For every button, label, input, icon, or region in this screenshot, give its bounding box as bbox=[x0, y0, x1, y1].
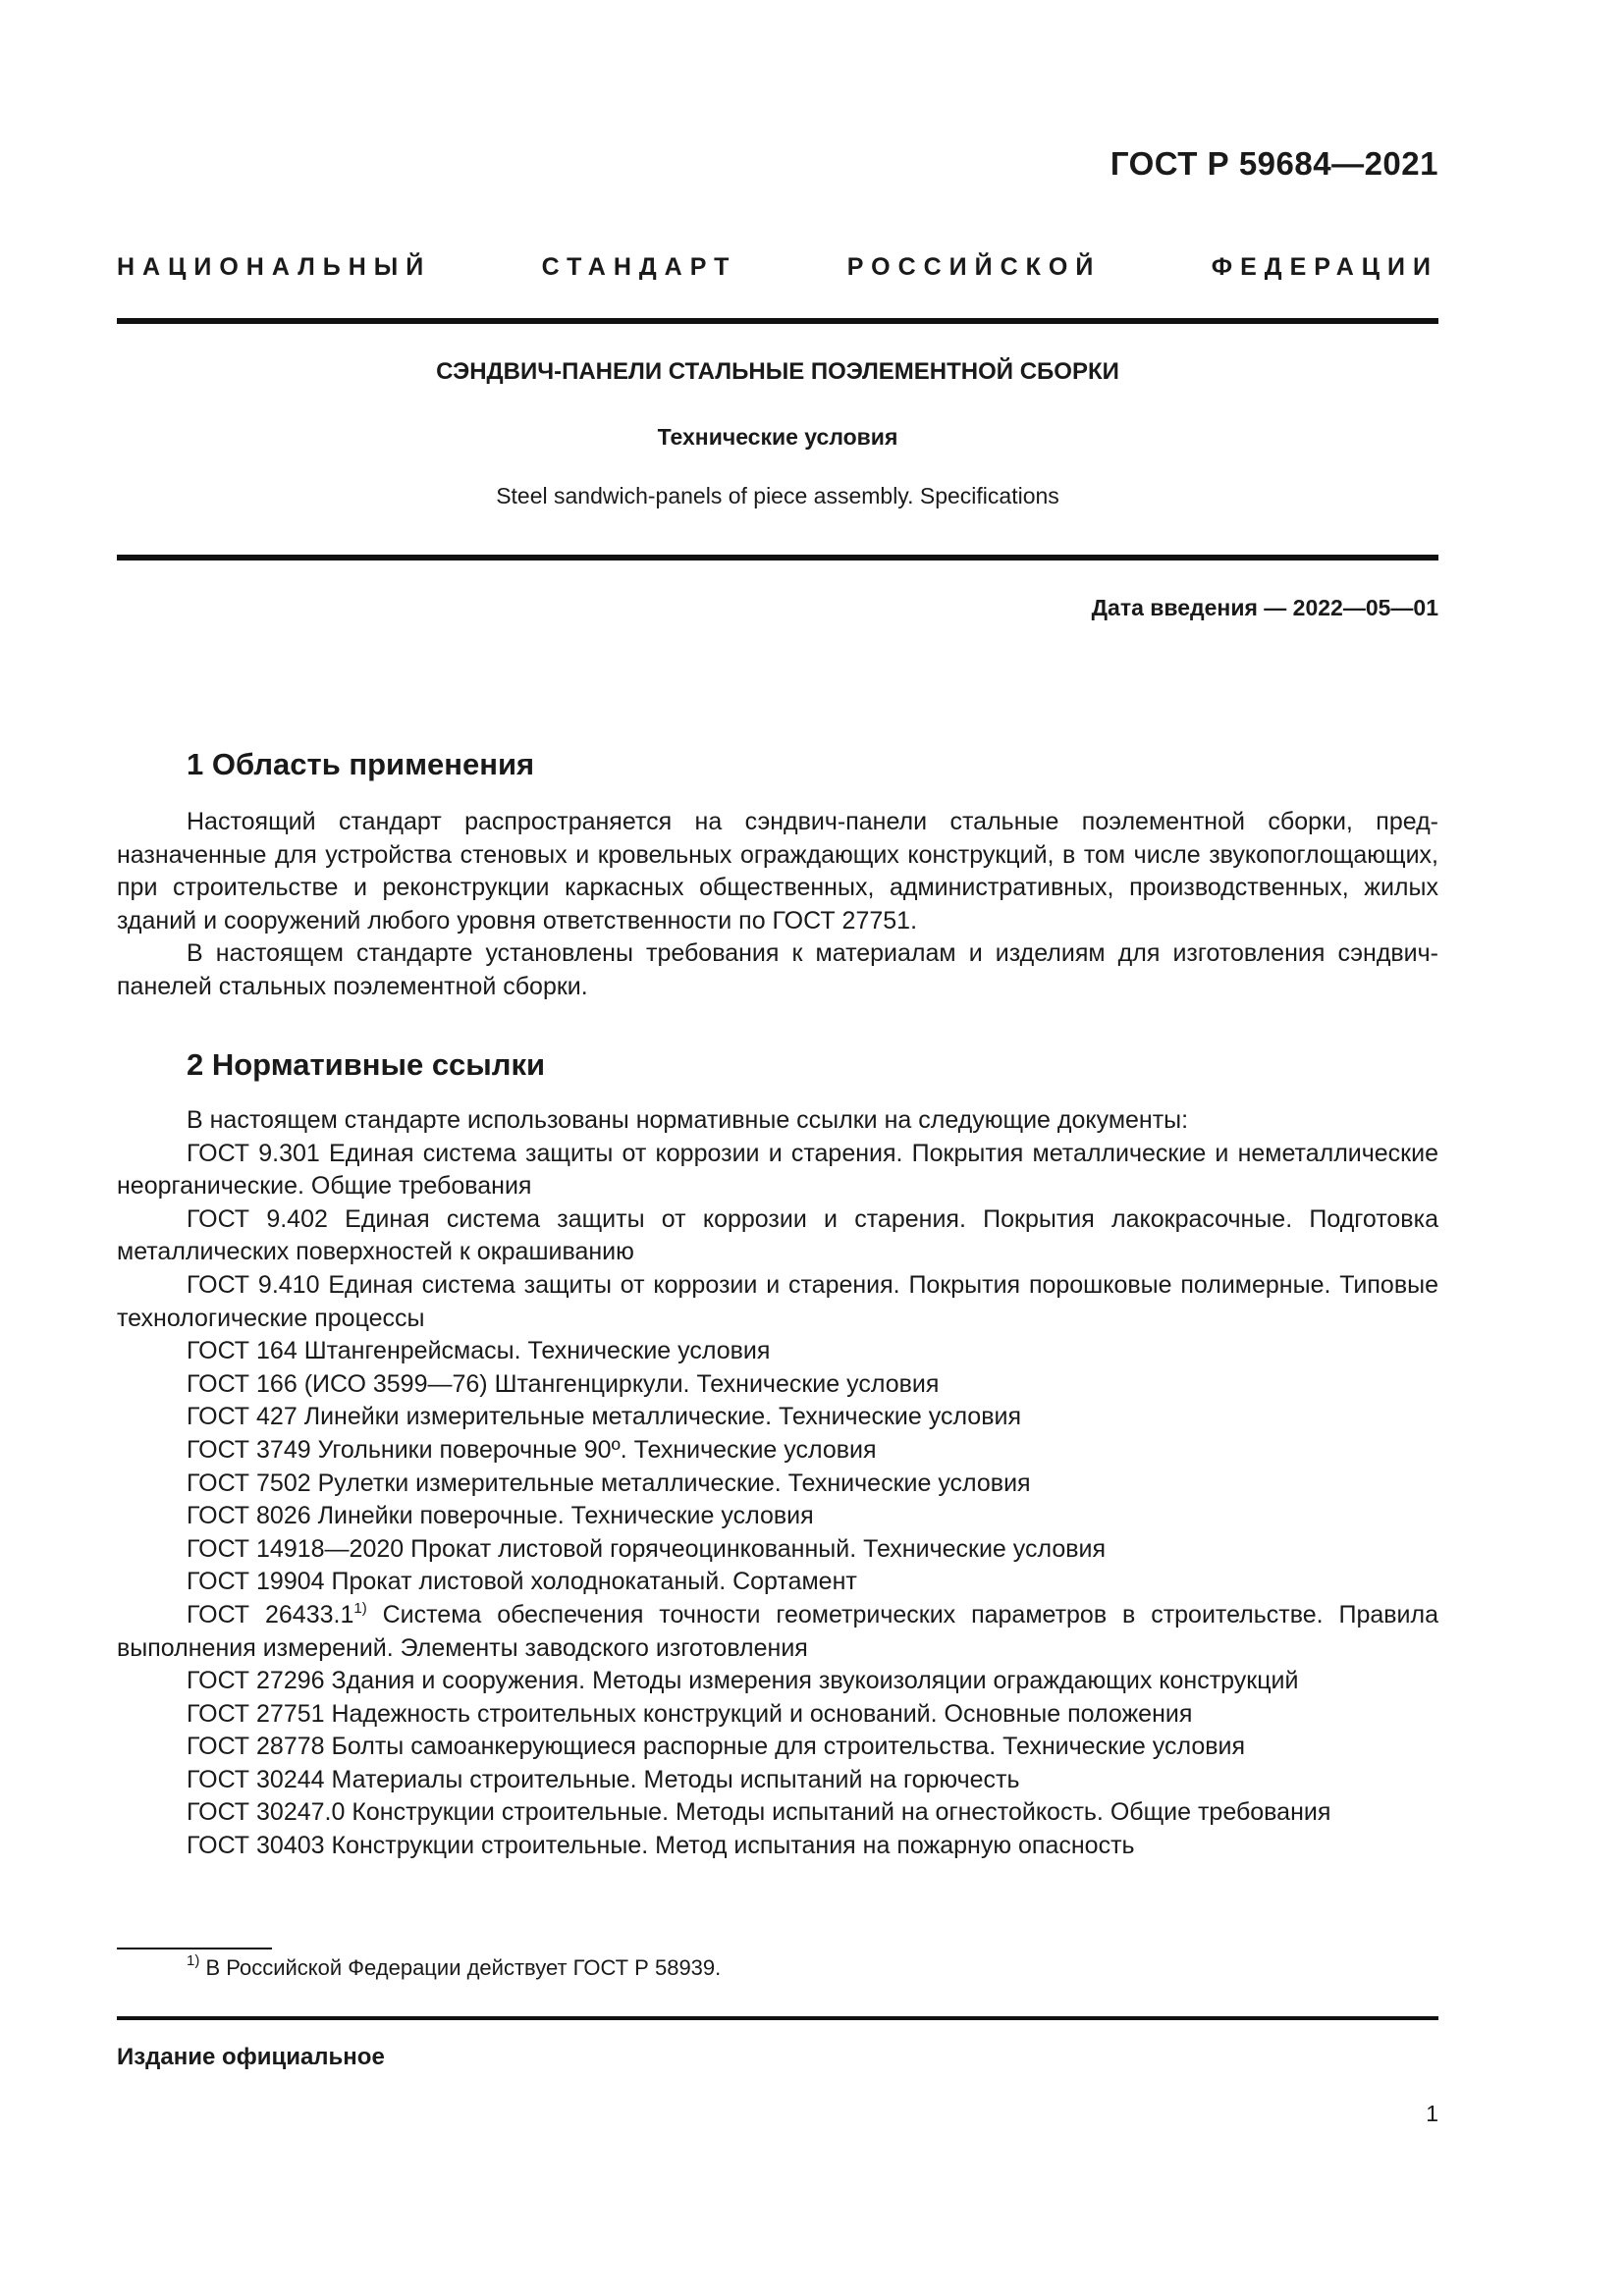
reference-code: ГОСТ 30244 bbox=[187, 1765, 325, 1793]
reference-code: ГОСТ 27751 bbox=[187, 1699, 325, 1728]
reference-title: Конструкции строительные. Метод испытания на пожарную опасность bbox=[331, 1832, 1135, 1860]
reference-item bbox=[117, 1566, 1438, 1599]
reference-title: Прокат листовой холоднокатаный. Сортамент bbox=[331, 1568, 857, 1596]
reference-item bbox=[117, 1830, 1438, 1863]
document-page bbox=[117, 0, 1438, 2296]
page-number: 1 bbox=[1426, 2101, 1438, 2126]
scope-paragraph: Настоящий стандарт распространяется на сэндвич-панели стальные поэлементной сборки, предназначенные для устройства стеновых и кровельных ограждающих конструкций, в том числе звукопоглощающих, при строительстве и реконструкции каркасных общественных, административных, производственных, жилых зданий и сооружений любого уровня ответственности по ГОСТ 27751. bbox=[117, 808, 1438, 934]
reference-item bbox=[117, 1796, 1438, 1830]
top-divider bbox=[117, 318, 1438, 324]
scope-paragraph: В настоящем стандарте установлены требования к материалам и изделиям для изготовления сэндвич-панелей стальных поэлементной сборки. bbox=[117, 939, 1438, 1000]
reference-list bbox=[117, 1138, 1438, 1863]
reference-title: Единая система защиты от коррозии и старения. Покрытия порошковые полимерные. Типовые технологические процессы bbox=[117, 1270, 1438, 1332]
reference-code: ГОСТ 28778 bbox=[187, 1733, 325, 1761]
reference-code: ГОСТ 7502 bbox=[187, 1468, 311, 1497]
footnote-reference-mark: 1) bbox=[353, 1599, 367, 1617]
reference-title: Материалы строительные. Методы испытаний на горючесть bbox=[331, 1765, 1020, 1793]
reference-title: Единая система защиты от коррозии и старения. Покрытия металлические и неметаллические неорганические. Общие требования bbox=[117, 1139, 1438, 1201]
reference-title: Конструкции строительные. Методы испытаний на огнестойкость. Общие требования bbox=[352, 1798, 1331, 1827]
reference-item bbox=[117, 1665, 1438, 1698]
footnote-text: В Российской Федерации действует ГОСТ Р 58939. bbox=[205, 1955, 722, 1980]
reference-code: ГОСТ 8026 bbox=[187, 1502, 311, 1530]
reference-item bbox=[117, 1500, 1438, 1533]
reference-item bbox=[117, 1401, 1438, 1434]
reference-item bbox=[117, 1269, 1438, 1335]
document-subtitle: Технические условия bbox=[657, 424, 898, 450]
reference-code: ГОСТ 3749 bbox=[187, 1435, 311, 1464]
reference-code: ГОСТ 9.410 bbox=[187, 1270, 320, 1299]
footnote-mark: 1) bbox=[187, 1952, 200, 1969]
reference-item bbox=[117, 1335, 1438, 1368]
document-code: ГОСТ Р 59684—2021 bbox=[1110, 145, 1438, 182]
bottom-divider bbox=[117, 2016, 1438, 2020]
reference-title: Единая система защиты от коррозии и старения. Покрытия лакокрасочные. Подготовка металлических поверхностей к окрашиванию bbox=[117, 1204, 1438, 1266]
reference-item bbox=[117, 1731, 1438, 1764]
reference-code: ГОСТ 9.301 bbox=[187, 1139, 320, 1167]
national-standard-banner: НАЦИОНАЛЬНЫЙ СТАНДАРТ РОССИЙСКОЙ ФЕДЕРАЦИИ bbox=[117, 253, 1438, 281]
reference-title: Штангенрейсмасы. Технические условия bbox=[303, 1337, 771, 1365]
reference-title: Угольники поверочные 90º. Технические условия bbox=[317, 1435, 877, 1464]
reference-title: Система обеспечения точности геометрических параметров в строительстве. Правила выполнения измерений. Элементы заводского изготовления bbox=[117, 1600, 1439, 1662]
document-title: СЭНДВИЧ-ПАНЕЛИ СТАЛЬНЫЕ ПОЭЛЕМЕНТНОЙ СБОРКИ bbox=[436, 358, 1119, 385]
reference-item bbox=[117, 1138, 1438, 1203]
english-title: Steel sandwich-panels of piece assembly. Specifications bbox=[496, 483, 1059, 508]
reference-code: ГОСТ 427 bbox=[187, 1403, 298, 1431]
reference-code: ГОСТ 19904 bbox=[187, 1568, 325, 1596]
section-1-body bbox=[117, 806, 1438, 1004]
reference-code: ГОСТ 14918—2020 bbox=[187, 1534, 405, 1563]
introduction-date: Дата введения — 2022—05—01 bbox=[1091, 595, 1438, 620]
reference-code: ГОСТ 166 bbox=[187, 1369, 298, 1398]
references-intro: В настоящем стандарте использованы нормативные ссылки на следующие документы: bbox=[187, 1106, 1189, 1134]
section-2-body bbox=[117, 1104, 1438, 1863]
reference-title: Линейки измерительные металлические. Технические условия bbox=[303, 1403, 1021, 1431]
reference-code: ГОСТ 30403 bbox=[187, 1832, 325, 1860]
reference-item bbox=[117, 1468, 1438, 1501]
reference-item bbox=[117, 1764, 1438, 1797]
section-2-heading: 2 Нормативные ссылки bbox=[187, 1047, 546, 1082]
reference-item bbox=[117, 1698, 1438, 1732]
reference-title: Линейки поверочные. Технические условия bbox=[317, 1502, 814, 1530]
reference-code: ГОСТ 26433.1 bbox=[187, 1600, 354, 1629]
reference-title: (ИСО 3599—76) Штангенциркули. Технические условия bbox=[303, 1369, 940, 1398]
reference-title: Здания и сооружения. Методы измерения звукоизоляции ограждающих конструкций bbox=[331, 1667, 1299, 1695]
reference-code: ГОСТ 164 bbox=[187, 1337, 298, 1365]
reference-item bbox=[117, 1599, 1438, 1665]
reference-code: ГОСТ 30247.0 bbox=[187, 1798, 346, 1827]
reference-title: Болты самоанкерующиеся распорные для строительства. Технические условия bbox=[331, 1733, 1246, 1761]
footnote bbox=[187, 1952, 722, 1981]
section-1-heading: 1 Область применения bbox=[187, 747, 535, 781]
title-divider bbox=[117, 555, 1438, 561]
reference-code: ГОСТ 27296 bbox=[187, 1667, 325, 1695]
reference-item bbox=[117, 1368, 1438, 1402]
footnote-rule bbox=[117, 1948, 272, 1949]
reference-item bbox=[117, 1533, 1438, 1567]
reference-title: Надежность строительных конструкций и оснований. Основные положения bbox=[331, 1699, 1193, 1728]
official-edition-label: Издание официальное bbox=[117, 2044, 385, 2070]
reference-item bbox=[117, 1203, 1438, 1269]
reference-title: Рулетки измерительные металлические. Технические условия bbox=[317, 1468, 1031, 1497]
reference-title: Прокат листовой горячеоцинкованный. Технические условия bbox=[410, 1534, 1107, 1563]
reference-code: ГОСТ 9.402 bbox=[187, 1204, 328, 1233]
reference-item bbox=[117, 1434, 1438, 1468]
